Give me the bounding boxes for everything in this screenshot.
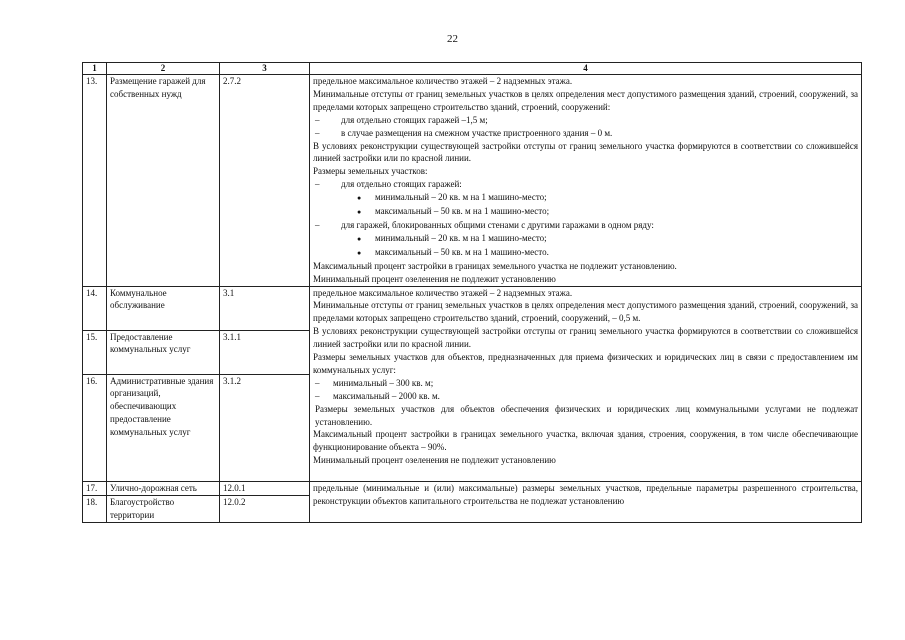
dash-item xyxy=(313,377,858,390)
param-line: В условиях реконструкции существующей застройки отступы от границ земельного участка формируются в соответствии со сложившейся линией застройки или по красной линии. xyxy=(313,140,858,164)
row-number: 16. xyxy=(83,374,107,482)
use-type-code: 3.1 xyxy=(220,286,310,330)
dash-mark: – xyxy=(315,377,320,388)
dash-mark: – xyxy=(315,390,320,401)
dash-mark: – xyxy=(315,179,320,190)
use-type-code: 12.0.1 xyxy=(220,482,310,496)
bullet-mark: ● xyxy=(357,248,362,257)
row-number: 18. xyxy=(83,496,107,523)
dash-item-text: в случае размещения на смежном участке пристроенного здания – 0 м. xyxy=(341,127,613,138)
use-type-code: 2.7.2 xyxy=(220,75,310,287)
header-col-3: 3 xyxy=(220,63,310,75)
page-number: 22 xyxy=(447,33,458,45)
use-type-name: Коммунальное обслуживание xyxy=(107,286,220,330)
param-line: В условиях реконструкции существующей застройки отступы от границ земельного участка формируются в соответствии со сложившейся линией застройки или по красной линии. xyxy=(313,326,858,350)
header-col-1: 1 xyxy=(83,63,107,75)
dash-item-text: для гаражей, блокированных общими стенами с другими гаражами в одном ряду: xyxy=(341,219,654,230)
dash-item-text: максимальный – 2000 кв. м. xyxy=(333,390,440,401)
use-type-name: Благоустройство территории xyxy=(107,496,220,523)
table-header-row xyxy=(83,63,862,75)
dash-item xyxy=(313,390,858,403)
use-type-name: Предоставление коммунальных услуг xyxy=(107,330,220,374)
param-line: Максимальный процент застройки в границах земельного участка, включая здания, строения, сооружения, в том числе обеспечивающие функционирование объекта – 90%. xyxy=(313,429,858,453)
table-row-17 xyxy=(83,482,862,496)
dash-item xyxy=(313,127,858,140)
use-type-name: Размещение гаражей для собственных нужд xyxy=(107,75,220,287)
bullet-item xyxy=(313,246,858,260)
param-line: Размеры земельных участков для объектов, предназначенных для приема физических и юридических лиц в связи с предоставлением им коммунальных услуг: xyxy=(313,352,858,375)
dash-item-text: для отдельно стоящих гаражей –1,5 м; xyxy=(341,114,488,125)
bullet-item xyxy=(313,191,858,205)
dash-item-text: минимальный – 300 кв. м; xyxy=(333,377,434,388)
param-line: Минимальный процент озеленения не подлежит установлению xyxy=(313,273,556,284)
bullet-item xyxy=(313,232,858,246)
param-line: Максимальный процент застройки в границах земельного участка не подлежит установлению. xyxy=(313,260,677,271)
bullet-item-text: минимальный – 20 кв. м на 1 машино-место; xyxy=(375,232,547,243)
header-col-4: 4 xyxy=(310,63,862,75)
bullet-item-text: минимальный – 20 кв. м на 1 машино-место; xyxy=(375,192,547,203)
table-row-14 xyxy=(83,286,862,330)
bullet-item-text: максимальный – 50 кв. м на 1 машино-место; xyxy=(375,206,550,217)
bullet-item xyxy=(313,205,858,219)
row-number: 13. xyxy=(83,75,107,287)
dash-mark: – xyxy=(315,114,320,125)
bullet-item-text: максимальный – 50 кв. м на 1 машино-место. xyxy=(375,246,549,257)
use-type-code: 3.1.1 xyxy=(220,330,310,374)
header-col-2: 2 xyxy=(107,63,220,75)
dash-item xyxy=(313,114,858,127)
param-line: Минимальный процент озеленения не подлежит установлению xyxy=(313,455,556,466)
dash-mark: – xyxy=(315,127,320,138)
parameters-cell-group-17-18: предельные (минимальные и (или) максимальные) размеры земельных участков, предельные параметры разрешенного строительства, реконструкции объектов капитального строительства не подлежат установлению xyxy=(310,482,862,523)
param-line: предельное максимальное количество этажей – 2 надземных этажа. xyxy=(313,76,573,86)
use-type-name: Административные здания организаций, обеспечивающих предоставление коммунальных услуг xyxy=(107,374,220,482)
use-type-name: Улично-дорожная сеть xyxy=(107,482,220,496)
param-line: Размеры земельных участков для объектов обеспечения физических и юридических лиц коммунальными услугами не подлежат установлению. xyxy=(315,403,858,427)
param-line: предельное максимальное количество этажей – 2 надземных этажа. xyxy=(313,287,573,298)
param-line: Минимальные отступы от границ земельных участков в целях определения мест допустимого размещения зданий, строений, сооружений, за пределами которых запрещено строительство зданий, строений, сооружений, – 0,5 м. xyxy=(313,300,858,324)
use-type-code: 12.0.2 xyxy=(220,496,310,523)
param-line: Размеры земельных участков: xyxy=(313,166,428,177)
zoning-table xyxy=(82,62,862,523)
bullet-mark: ● xyxy=(357,234,362,243)
row-number: 17. xyxy=(83,482,107,496)
dash-item xyxy=(313,219,858,232)
parameters-cell-group-14-16 xyxy=(310,286,862,482)
dash-item-text: для отдельно стоящих гаражей: xyxy=(341,179,462,190)
row-number: 14. xyxy=(83,286,107,330)
dash-mark: – xyxy=(315,219,320,230)
table-row-13 xyxy=(83,75,862,287)
row-number: 15. xyxy=(83,330,107,374)
parameters-cell xyxy=(310,75,862,287)
bullet-mark: ● xyxy=(357,194,362,203)
param-line: Минимальные отступы от границ земельных участков в целях определения мест допустимого размещения зданий, строений, сооружений, за пределами которых запрещено строительство зданий, строений, сооружений: xyxy=(313,88,858,112)
use-type-code: 3.1.2 xyxy=(220,374,310,482)
dash-item xyxy=(313,178,858,191)
bullet-mark: ● xyxy=(357,208,362,217)
